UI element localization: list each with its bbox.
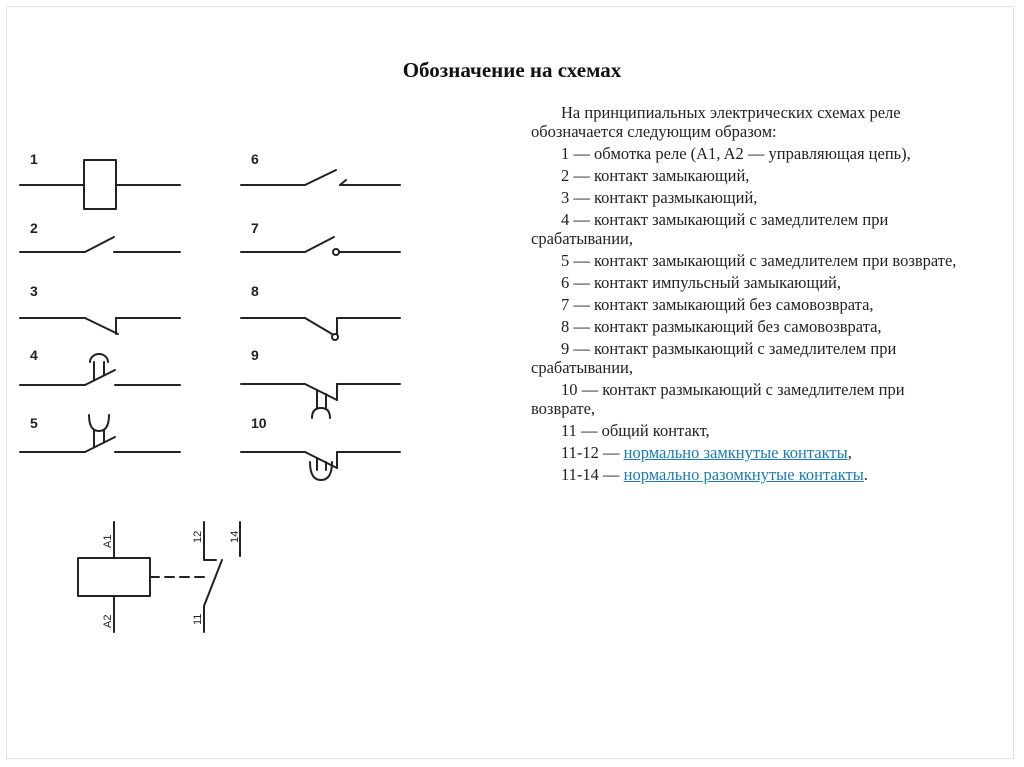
symbol-number-2: 2 [30,220,38,236]
symbol-break-contact-latching [241,318,400,340]
symbol-break-contact [20,318,180,334]
item-10: 10 — контакт размыкающий с замедлителем при возврате, [531,380,905,418]
item-11-14-prefix: 11-14 — [561,465,624,484]
item-5: 5 — контакт замыкающий с замедлителем при возврате, [561,251,957,270]
symbol-relay-coil [20,160,180,209]
symbol-number-5: 5 [30,415,38,431]
item-11-12-suffix: , [847,443,852,462]
pin-a1-label: A1 [102,534,114,548]
item-2: 2 — контакт замыкающий, [561,166,750,185]
symbol-break-contact-delay-on [241,384,400,418]
symbol-impulse-make-contact [241,170,400,185]
item-11-12-prefix: 11-12 — [561,443,624,462]
symbol-make-contact [20,237,180,252]
symbol-make-contact-delay-on [20,354,180,385]
symbol-number-10: 10 [251,415,267,431]
item-9: 9 — контакт размыкающий с замедлителем при срабатывании, [531,339,897,377]
pin-a2-label: A2 [102,614,114,628]
item-1: 1 — обмотка реле (A1, A2 — управляющая цепь), [561,144,911,163]
item-7: 7 — контакт замыкающий без самовозврата, [561,295,874,314]
symbol-make-contact-delay-off [20,415,180,452]
symbol-number-4: 4 [30,347,38,363]
normally-closed-link[interactable]: нормально замкнутые контакты [623,443,848,462]
item-11: 11 — общий контакт, [561,421,710,440]
symbol-number-7: 7 [251,220,259,236]
symbol-number-1: 1 [30,151,38,167]
item-8: 8 — контакт размыкающий без самовозврата, [561,317,882,336]
slide-title: Обозначение на схемах [402,58,622,82]
pin-14-label: 14 [229,530,241,543]
item-11-14-suffix: . [863,465,868,484]
symbol-number-6: 6 [251,151,259,167]
symbol-number-9: 9 [251,347,259,363]
symbol-break-contact-delay-off [241,452,400,480]
item-3: 3 — контакт размыкающий, [561,188,758,207]
symbol-number-8: 8 [251,283,259,299]
item-6: 6 — контакт импульсный замыкающий, [561,273,841,292]
symbol-make-contact-latching [241,237,400,255]
pin-12-label: 12 [192,530,204,543]
item-4: 4 — контакт замыкающий с замедлителем при срабатывании, [531,210,889,248]
normally-open-link[interactable]: нормально разомкнутые контакты [623,465,864,484]
pin-11-label: 11 [192,613,204,625]
symbol-number-3: 3 [30,283,38,299]
relay-wiring-example [78,522,241,632]
intro-paragraph: На принципиальных электрических схемах реле обозначается следующим образом: [531,103,901,141]
